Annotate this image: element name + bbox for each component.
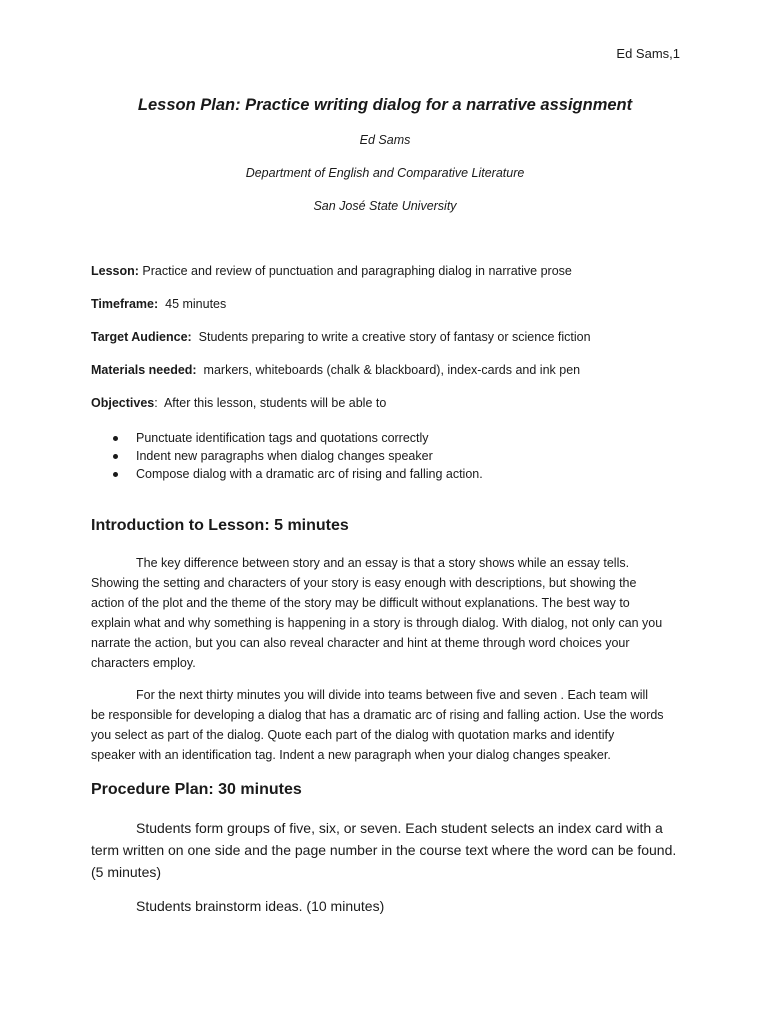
objectives-label: Objectives — [91, 396, 155, 410]
list-item — [111, 447, 483, 465]
procedure-paragraph-1 — [91, 817, 711, 883]
bullet-icon — [113, 454, 118, 459]
intro-paragraph-1 — [91, 553, 691, 673]
bullet-icon — [113, 472, 118, 477]
timeframe-line — [91, 297, 691, 311]
author-name: Ed Sams — [359, 133, 411, 147]
paragraph-line: For the next thirty minutes you will divide into teams between five and seven . Each team will — [136, 688, 649, 702]
paragraph-line: be responsible for developing a dialog that has a dramatic arc of rising and falling action. Use the words — [91, 708, 664, 722]
paragraph-line: (5 minutes) — [91, 864, 162, 880]
document-title: Lesson Plan: Practice writing dialog for a narrative assignment — [137, 96, 633, 114]
page-header: Ed Sams,1 — [616, 46, 680, 61]
university-name: San José State University — [313, 199, 457, 213]
audience-value: Students preparing to write a creative story of fantasy or science fiction — [191, 330, 591, 344]
objectives-list — [111, 429, 483, 483]
paragraph-line: explain what and why something is happening in a story is through dialog. With dialog, not only can you — [91, 616, 663, 630]
paragraph-line: you select as part of the dialog. Quote each part of the dialog with quotation marks and identify — [91, 728, 615, 742]
procedure-heading: Procedure Plan: 30 minutes — [91, 781, 302, 798]
paragraph-line: Showing the setting and characters of your story is easy enough with descriptions, but showing the — [91, 576, 637, 590]
paragraph-line: The key difference between story and an essay is that a story shows while an essay tells. — [136, 556, 630, 570]
lesson-line — [91, 264, 691, 278]
materials-line — [91, 363, 691, 377]
lesson-label: Lesson: — [91, 264, 139, 278]
paragraph-line: term written on one side and the page number in the course text where the word can be found. — [91, 842, 677, 858]
lesson-value: Practice and review of punctuation and paragraphing dialog in narrative prose — [138, 264, 572, 278]
list-item — [111, 465, 483, 483]
objective-text: Punctuate identification tags and quotations correctly — [136, 431, 429, 445]
paragraph-line: characters employ. — [91, 656, 196, 670]
paragraph-line: Students brainstorm ideas. (10 minutes) — [136, 898, 385, 914]
paragraph-line: Students form groups of five, six, or seven. Each student selects an index card with a — [136, 820, 663, 836]
timeframe-value: 45 minutes — [158, 297, 227, 311]
audience-label: Target Audience: — [91, 330, 192, 344]
paragraph-line: action of the plot and the theme of the story may be difficult without explanations. The best way to — [91, 596, 630, 610]
objectives-value: : After this lesson, students will be able to — [154, 396, 387, 410]
audience-line — [91, 330, 691, 344]
bullet-icon — [113, 436, 118, 441]
materials-label: Materials needed: — [91, 363, 197, 377]
objective-text: Indent new paragraphs when dialog changes speaker — [136, 449, 433, 463]
paragraph-line: narrate the action, but you can also reveal character and hint at theme through word choices your — [91, 636, 630, 650]
intro-heading: Introduction to Lesson: 5 minutes — [91, 517, 349, 534]
procedure-paragraph-2 — [91, 895, 711, 917]
objective-text: Compose dialog with a dramatic arc of rising and falling action. — [136, 467, 483, 481]
objectives-line — [91, 396, 691, 410]
list-item — [111, 429, 483, 447]
department-name: Department of English and Comparative Literature — [245, 166, 525, 180]
intro-paragraph-2 — [91, 685, 691, 765]
materials-value: markers, whiteboards (chalk & blackboard), index-cards and ink pen — [196, 363, 581, 377]
paragraph-line: speaker with an identification tag. Indent a new paragraph when your dialog changes speaker. — [91, 748, 611, 762]
timeframe-label: Timeframe: — [91, 297, 159, 311]
